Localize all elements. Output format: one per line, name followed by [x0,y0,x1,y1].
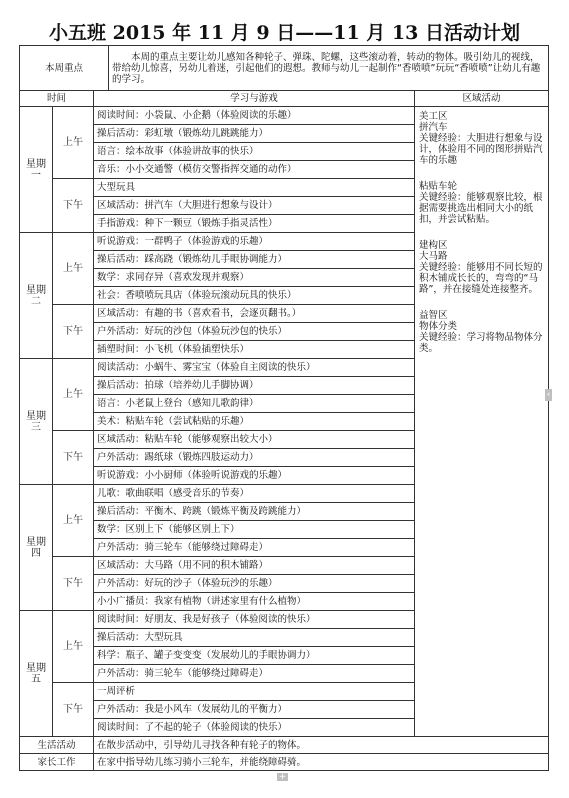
region-line: 物体分类 [419,321,458,332]
activity-item: 操后活动：平衡木、跨跳（锻炼平衡及跨跳能力） [94,503,415,521]
activity-item: 美术：粘贴车轮（尝试粘贴的乐趣） [94,413,415,431]
table-row [20,107,549,125]
activity-item: 区域活动：大马路（用不同的积木铺路） [94,557,415,575]
region-line: 美工区 [419,111,448,122]
activity-item: 科学：瓶子、罐子变变变（发展幼儿的手眼协调力） [94,647,415,665]
region-block [419,240,544,295]
activity-item: 听说游戏：一群鸭子（体验游戏的乐趣） [94,233,415,251]
region-line: 大马路 [419,251,448,262]
activity-item: 社会：香喷喷玩具店（体验玩滚动玩具的快乐） [94,287,415,305]
family-row [20,754,549,771]
activity-item: 音乐：小小交通警（模仿交警指挥交通的动作） [94,161,415,179]
activity-item: 儿歌：歌曲联唱（感受音乐的节奏） [94,485,415,503]
region-line: 关键经验：能够用不同长短的积木铺成长长的，弯弯的“马路”，并在接缝处连接整齐。 [419,262,543,295]
region-block [419,181,544,225]
activity-item: 阅读时间：好朋友、我是好孩子（体验阅读的快乐） [94,611,415,629]
activity-item: 户外活动：好玩的沙包（体验玩沙包的快乐） [94,323,415,341]
life-text: 在散步活动中，引导幼儿寻找各种有轮子的物体。 [94,737,549,754]
header-row [20,91,549,107]
pm-label: 下午 [53,305,94,359]
activity-item: 手指游戏：种下一颗豆（锻炼手指灵活性） [94,215,415,233]
activity-item: 区域活动：粘贴车轮（能够观察出较大小） [94,431,415,449]
row-insert-handle[interactable]: + [278,772,287,782]
pm-label: 下午 [53,179,94,233]
activity-item: 阅读活动：小蜗牛、雾宝宝（体验自主阅读的快乐） [94,359,415,377]
activity-item: 操后活动：拍球（培养幼儿手脚协调） [94,377,415,395]
activity-item: 数学：求同存异（喜欢发现并观察） [94,269,415,287]
focus-label: 本周重点 [20,46,109,91]
region-line: 粘贴车轮 [419,181,458,192]
pm-label: 下午 [53,557,94,611]
region-block [419,111,544,166]
day-label: 星期三 [20,359,53,485]
day-label: 星期四 [20,485,53,611]
header-region: 区域活动 [415,91,549,107]
focus-text: 本周的重点主要让幼儿感知各种轮子、弹珠、陀螺，这些滚动着，转动的物体。吸引幼儿的视线，带给幼儿惊喜，另幼儿着迷，引起他们的遐想。教师与幼儿一起制作“香喷喷”玩玩“香喷喷”让幼儿有趣的学习。 [109,46,549,91]
activity-item: 操后活动：大型玩具 [94,629,415,647]
region-activities [415,107,549,737]
page-title: 小五班 2015 年 11 月 9 日——11 月 13 日活动计划 [49,22,520,44]
activity-item: 区域活动：拼汽车（大胆进行想象与设计） [94,197,415,215]
activity-item: 一周评析 [94,683,415,701]
activity-item: 语言：绘本故事（体验讲故事的快乐） [94,143,415,161]
plan-table [19,45,549,771]
pm-label: 下午 [53,683,94,737]
am-label: 上午 [53,611,94,683]
header-time: 时间 [20,91,94,107]
region-line: 关键经验：能够观察比较，根据需要挑选出相同大小的纸扣，并尝试粘贴。 [419,192,543,225]
activity-item: 户外活动：骑三轮车（能够绕过障碍走） [94,539,415,557]
activity-item: 大型玩具 [94,179,415,197]
activity-item: 数学：区别上下（能够区别上下） [94,521,415,539]
am-label: 上午 [53,485,94,557]
table-move-handle[interactable]: ‹ [546,390,551,400]
region-line: 关键经验：大胆进行想象与设计，体验用不同的图形拼贴汽车的乐趣 [419,133,543,166]
activity-item: 操后活动：彩虹墩（锻炼幼儿跳跳能力） [94,125,415,143]
activity-item: 阅读时间：了不起的轮子（体验阅读的快乐） [94,719,415,737]
family-label: 家长工作 [20,754,94,771]
header-learning: 学习与游戏 [94,91,415,107]
life-row [20,737,549,754]
region-line: 拼汽车 [419,122,448,133]
activity-item: 插塑时间：小飞机（体验插塑快乐） [94,341,415,359]
region-line: 建构区 [419,240,448,251]
activity-item: 户外活动：踢纸球（锻炼四肢运动力） [94,449,415,467]
am-label: 上午 [53,359,94,431]
day-label: 星期二 [20,233,53,359]
day-label: 星期一 [20,107,53,233]
activity-item: 小小广播员：我家有植物（讲述家里有什么植物） [94,593,415,611]
activity-item: 户外活动：我是小风车（发展幼儿的平衡力） [94,701,415,719]
region-line: 关键经验：学习将物品物体分类。 [419,332,543,354]
region-line: 益智区 [419,310,448,321]
life-label: 生活活动 [20,737,94,754]
am-label: 上午 [53,107,94,179]
activity-item: 阅读时间：小袋鼠、小企鹅（体验阅读的乐趣） [94,107,415,125]
activity-item: 操后活动：踩高跷（锻炼幼儿手眼协调能力） [94,251,415,269]
day-label: 星期五 [20,611,53,737]
activity-item: 户外活动：骑三轮车（能够绕过障碍走） [94,665,415,683]
focus-row [20,46,549,91]
activity-item: 区域活动：有趣的书（喜欢看书，会逐页翻书。） [94,305,415,323]
pm-label: 下午 [53,431,94,485]
am-label: 上午 [53,233,94,305]
activity-item: 语言：小老鼠上登台（感知儿歌韵律） [94,395,415,413]
region-block [419,310,544,354]
activity-item: 听说游戏：小小厨师（体验听说游戏的乐趣） [94,467,415,485]
activity-item: 户外活动：好玩的沙子（体验玩沙的乐趣） [94,575,415,593]
family-text: 在家中指导幼儿练习骑小三轮车，并能绕障碍骑。 [94,754,549,771]
